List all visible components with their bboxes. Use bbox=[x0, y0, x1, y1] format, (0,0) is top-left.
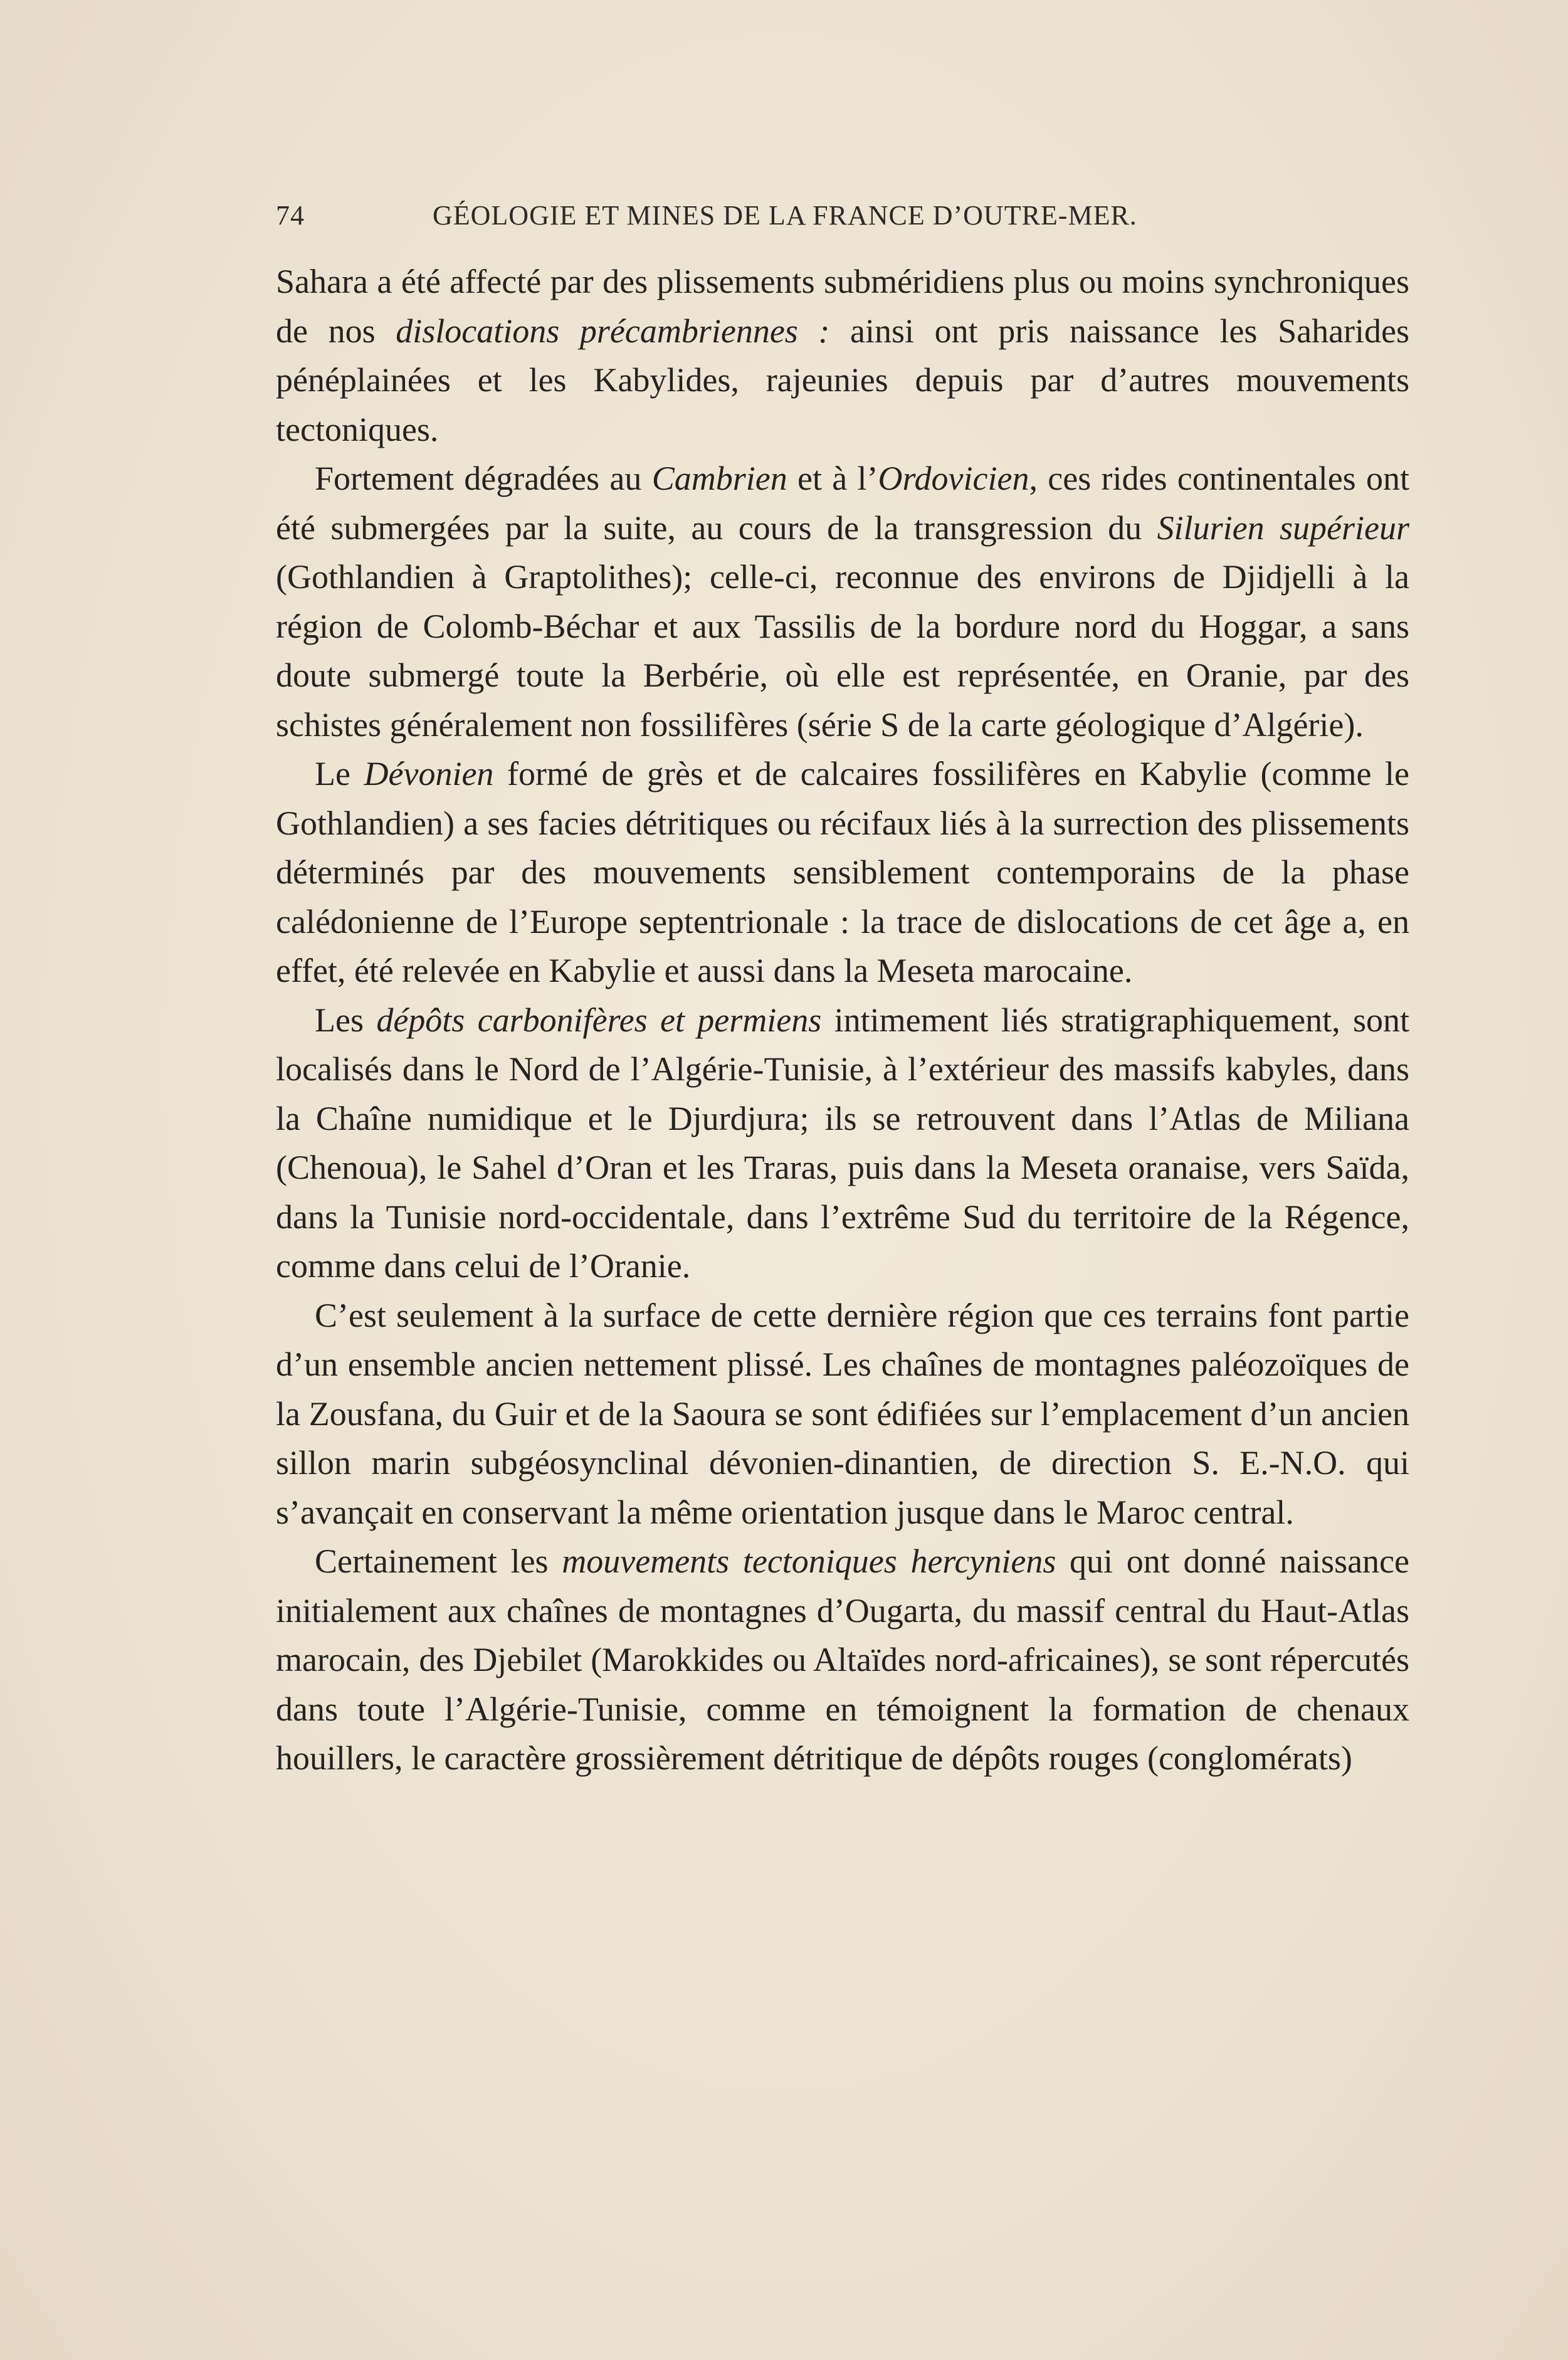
text-run: Les bbox=[315, 1001, 377, 1039]
italic-term: dépôts carbonifères et permiens bbox=[376, 1001, 822, 1039]
paragraph bbox=[276, 1537, 1409, 1783]
text-run: ainsi ont pris naissance les Saharides pénéplainées et les Kabylides, rajeunies depuis par d’autres mouvements tectoniques. bbox=[276, 312, 1410, 448]
text-run: formé de grès et de calcaires fossilifères en Kabylie (comme le Gothlandien) a ses facies détritiques ou récifaux liés à la surrection des plissements déterminés par des mouvements sensiblement contemporains de la phase calédonienne de l’Europe septentrionale : la trace de dislocations de cet âge a, en effet, été relevée en Kabylie et aussi dans la Meseta marocaine. bbox=[276, 755, 1409, 989]
italic-term: mouvements tectoniques hercyniens bbox=[562, 1542, 1056, 1580]
italic-term: Ordovicien bbox=[878, 460, 1029, 497]
paragraph bbox=[276, 1291, 1409, 1537]
text-run: Le bbox=[315, 755, 364, 793]
text-run: Fortement dégradées au bbox=[315, 460, 652, 497]
paragraph bbox=[276, 257, 1409, 454]
page-number: 74 bbox=[276, 200, 305, 231]
text-run: qui ont donné naissance initialement aux chaînes de montagnes d’Ougarta, du massif central du Haut-Atlas marocain, des Djebilet (Marokkides ou Altaïdes nord-africaines), se sont répercutés dans toute l’Algérie-Tunisie, comme en témoignent la formation de chenaux houillers, le caractère grossièrement détritique de dépôts rouges (conglomérats) bbox=[276, 1542, 1409, 1777]
text-run: , ces rides continentales ont été submergées par la suite, au cours de la transgression du bbox=[276, 460, 1409, 547]
text-run: et à l’ bbox=[787, 460, 878, 497]
text-run: (Gothlandien à Graptolithes); celle-ci, reconnue des environs de Djidjelli à la région de Colomb-Béchar et aux Tassilis de la bordure nord du Hoggar, a sans doute submergé toute la Berbérie, où elle est représentée, en Oranie, par des schistes généralement non fossilifères (série S de la carte géologique d’Algérie). bbox=[276, 558, 1409, 744]
italic-term: Silurien supérieur bbox=[1157, 508, 1409, 547]
paragraph bbox=[276, 996, 1409, 1291]
italic-term: Dévonien bbox=[364, 755, 494, 793]
running-title: GÉOLOGIE ET MINES DE LA FRANCE D’OUTRE-MER. bbox=[433, 200, 1137, 231]
text-run: Sahara a été affecté par des plissements subméridiens plus ou moins synchroniques de nos bbox=[276, 263, 1409, 350]
running-head bbox=[276, 199, 1241, 237]
paragraph bbox=[276, 749, 1409, 996]
italic-term: Cambrien bbox=[651, 460, 787, 497]
text-run: intimement liés stratigraphiquement, sont localisés dans le Nord de l’Algérie-Tunisie, à l’extérieur des massifs kabyles, dans la Chaîne numidique et le Djurdjura; ils se retrouvent dans l’Atlas de Miliana (Chenoua), le Sahel d’Oran et les Traras, puis dans la Meseta oranaise, vers Saïda, dans la Tunisie nord-occidentale, dans l’extrême Sud du territoire de la Régence, comme dans celui de l’Oranie. bbox=[276, 1001, 1410, 1285]
body-text bbox=[276, 257, 1409, 1783]
paragraph bbox=[276, 454, 1409, 749]
text-run: Certainement les bbox=[315, 1542, 562, 1580]
italic-term: dislocations précambriennes : bbox=[396, 312, 830, 350]
text-run: C’est seulement à la surface de cette dernière région que ces terrains font partie d’un ensemble ancien nettement plissé. Les chaînes de montagnes paléozoïques de la Zousfana, du Guir et de la Saoura se sont édifiées sur l’emplacement d’un ancien sillon marin subgéosynclinal dévonien-dinantien, de direction S. E.-N.O. qui s’avançait en conservant la même orientation jusque dans le Maroc central. bbox=[276, 1296, 1409, 1531]
